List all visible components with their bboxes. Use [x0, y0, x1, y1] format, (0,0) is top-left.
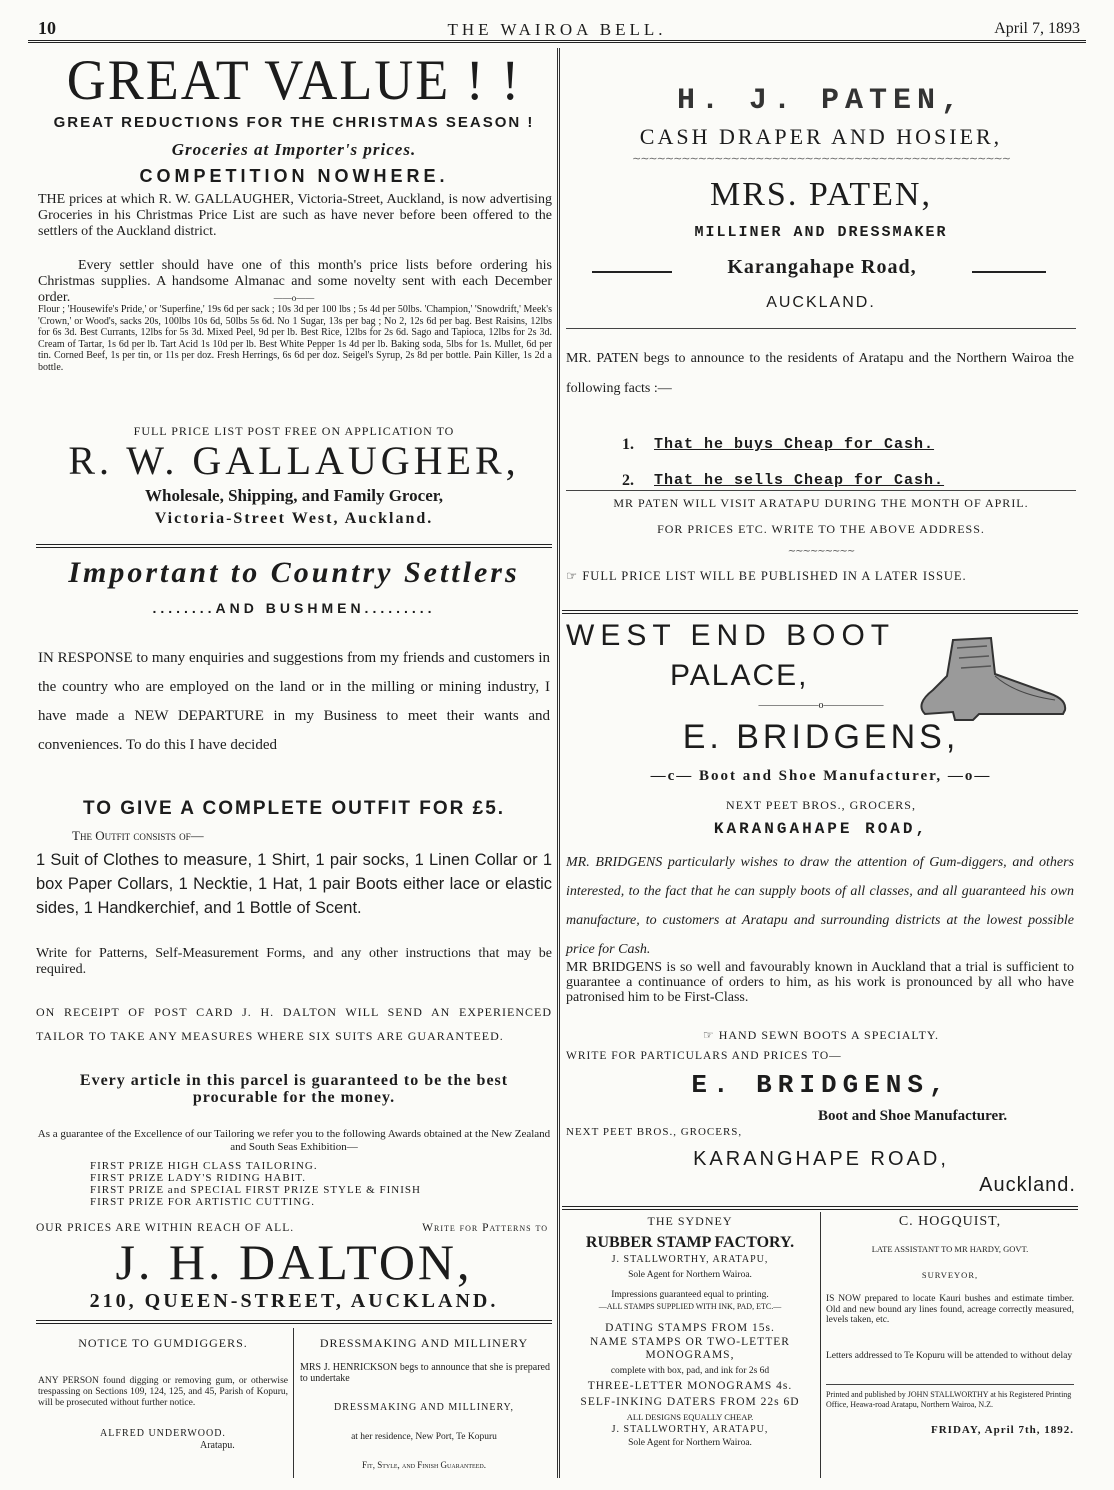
ad-divider — [36, 1320, 552, 1324]
paten-announcement: MR. PATEN begs to announce to the residents of Aratapu and the Northern Wairoa the following facts :— — [566, 351, 1074, 396]
paten-write: FOR PRICES ETC. WRITE TO THE ABOVE ADDRESS. — [657, 522, 985, 536]
grocery-prices: Flour ; 'Housewife's Pride,' or 'Superfine,' 19s 6d per sack ; 10s 3d per 100 lbs ; 5s 4d per 50lbs. 'Champion,' 'Snowdrift,' Meek's 'Crown,' or Wood's, sacks 20s, 100lbs 10s 6d, 50lbs 5s 6d. No 1 Sugar, 13s per bag ; No 2, 12s 6d per bag. Best Raisins, 12lbs for 6s 3d. Best Currants, 12lbs for 5s 3d. Mixed Peel, 9d per lb. Best Rice, 12lbs for 2s 6d. Sago and Tapioca, 12lbs for 2s 3d. Cream of Tartar, 1s 6d per lb. Tart Acid 1s 10d per lb. Best White Pepper 1s 4d per lb. Baking soda, 5lbs for 1s. Mullet, 6d per tin. Corned Beef, 1s per tin, or 11s per doz. Fresh Herrings, 6s 6d per doz. Seigel's Syrup, 2s 8d per bottle. Pain Killer, 1s 2d a bottle. — [38, 304, 552, 373]
bridgens-road-2: KARANGHAPE ROAD, — [693, 1148, 949, 1170]
self-inking: SELF-INKING DATERS FROM 22s 6D — [580, 1396, 800, 1408]
stamp-factory: RUBBER STAMP FACTORY. — [585, 1234, 795, 1251]
paten-full-list: FULL PRICE LIST WILL BE PUBLISHED IN A LATER ISSUE. — [582, 569, 967, 583]
printer-imprint: Printed and published by JOHN STALLWORTHY at his Registered Printing Office, Heawa-road Aratapu, Northern Wairoa, N.Z. — [826, 1390, 1072, 1409]
gumdiggers-title: NOTICE TO GUMDIGGERS. — [78, 1336, 248, 1350]
paten-city: AUCKLAND. — [766, 294, 876, 311]
gumdiggers-place: Aratapu. — [200, 1440, 235, 1451]
country-settlers-headline: Important to Country Settlers — [68, 556, 520, 589]
stamp-owner-2: J. STALLWORTHY, ARATAPU, — [611, 1424, 769, 1435]
page-number: 10 — [38, 18, 56, 38]
stamp-owner: J. STALLWORTHY, ARATAPU, — [611, 1254, 769, 1265]
dash-left — [592, 265, 672, 273]
hogquist-surveyor: SURVEYOR, — [921, 1270, 979, 1280]
bridgens-next-2: NEXT PEET BROS., GROCERS, — [566, 1126, 743, 1138]
separator: ——o—— — [273, 293, 315, 303]
three-letter: THREE-LETTER MONOGRAMS 4s. — [587, 1380, 793, 1392]
complete-outfit: TO GIVE A COMPLETE OUTFIT FOR £5. — [82, 798, 506, 819]
full-price-list: FULL PRICE LIST POST FREE ON APPLICATION TO — [133, 424, 455, 438]
prize-list — [90, 1160, 550, 1208]
rule — [566, 328, 1076, 329]
dating-stamps: DATING STAMPS FROM 15s. — [605, 1322, 775, 1334]
outfit-consists: The Outfit consists of— — [72, 828, 204, 843]
dalton-name: J. H. DALTON, — [115, 1234, 473, 1290]
hogquist-name: C. HOGQUIST, — [898, 1214, 1002, 1229]
west-end-boot: WEST END BOOT — [566, 619, 896, 652]
paten-name: H. J. PATEN, — [676, 84, 966, 118]
bridgens-name: E. BRIDGENS, — [682, 718, 960, 756]
dressmaking-guarantee: Fit, Style, and Finish Guaranteed. — [362, 1460, 486, 1470]
tailor-visit: ON RECEIPT OF POST CARD J. H. DALTON WILL SEND AN EXPERIENCED TAILOR TO TAKE ANY MEASURES WHERE SIX SUITS ARE GUARANTEED. — [36, 1005, 552, 1043]
bridgens-city: Auckland. — [979, 1174, 1076, 1196]
prices-reach-line — [36, 1222, 552, 1234]
bridgens-known: MR BRIDGENS is so well and favourably known in Auckland that a trial is sufficient to guarantee a continuance of orders to him, as his work is pronounced by all who have patronised him to be First-Class. — [566, 960, 1074, 1005]
prize-item: FIRST PRIZE and SPECIAL FIRST PRIZE STYLE & FINISH — [90, 1184, 421, 1196]
rule — [566, 490, 1076, 491]
grocer-description: Wholesale, Shipping, and Family Grocer, — [144, 486, 443, 505]
awards-intro: As a guarantee of the Excellence of our Tailoring we refer you to the following Awards obtained at the New Zealand and South Seas Exhibition— — [37, 1128, 551, 1153]
stamp-supplied: —ALL STAMPS SUPPLIED WITH INK, PAD, ETC.— — [598, 1302, 782, 1311]
bridgens-road: KARANGAHAPE ROAD, — [713, 820, 929, 838]
gumdiggers-signature: ALFRED UNDERWOOD. — [100, 1428, 226, 1439]
prize-item: FIRST PRIZE FOR ARTISTIC CUTTING. — [90, 1196, 315, 1208]
newspaper-title: THE WAIROA BELL. — [447, 20, 667, 39]
paten-visit: MR PATEN WILL VISIT ARATAPU DURING THE MONTH OF APRIL. — [613, 496, 1029, 510]
stamp-complete: complete with box, pad, and ink for 2s 6d — [610, 1366, 770, 1376]
dalton-address: 210, QUEEN-STREET, AUCKLAND. — [89, 1290, 499, 1312]
patterns-note: Write for Patterns, Self-Measurement Forms, and any other instructions that may be required. — [36, 946, 552, 977]
name-stamps: NAME STAMPS OR TWO-LETTER MONOGRAMS, — [590, 1336, 790, 1361]
wavy-divider: ∼∼∼∼∼∼∼∼∼ — [787, 546, 855, 557]
gallaugher-name: R. W. GALLAUGHER, — [68, 438, 520, 483]
palace: PALACE, — [670, 659, 809, 692]
bridgens-next: NEXT PEET BROS., GROCERS, — [726, 798, 916, 812]
guarantee-notice: Every article in this parcel is guaranteed to be the best procurable for the money. — [79, 1072, 509, 1106]
stamp-agent: Sole Agent for Northern Wairoa. — [628, 1270, 752, 1280]
bridgens-trade-2: Boot and Shoe Manufacturer. — [818, 1108, 1008, 1124]
prices-reach: OUR PRICES ARE WITHIN REACH OF ALL. — [36, 1222, 295, 1234]
ad-divider — [562, 1206, 1078, 1210]
dash-right — [972, 265, 1046, 273]
full-price-line — [566, 568, 1076, 584]
bridgens-trade-line: —c— Boot and Shoe Manufacturer, —o— — [650, 768, 992, 784]
stamp-cheap: ALL DESIGNS EQUALLY CHEAP. — [626, 1412, 754, 1422]
small-ad-divider — [820, 1212, 821, 1478]
hogquist-letters: Letters addressed to Te Kopuru will be attended to without delay — [826, 1351, 1073, 1361]
ad-divider — [562, 610, 1078, 614]
importer-tagline: Groceries at Importer's prices. — [171, 140, 417, 159]
bushmen-subhead: ........AND BUSHMEN......... — [152, 600, 436, 616]
gallaugher-para-2: Every settler should have one of this month's price lists before ordering his Christmas supplies. A handsome Almanac and some novelty sent with each December order. — [38, 258, 552, 305]
rule — [826, 1384, 1074, 1385]
paten-trade: CASH DRAPER AND HOSIER, — [639, 124, 1003, 149]
hand-sewn: HAND SEWN BOOTS A SPECIALTY. — [718, 1028, 940, 1042]
masthead — [28, 14, 1086, 43]
dressmaking-line-2: DRESSMAKING AND MILLINERY, — [334, 1402, 514, 1413]
great-value-headline: GREAT VALUE ! ! — [66, 48, 522, 112]
issue-date: April 7, 1893 — [994, 20, 1080, 37]
fact-buys-cheap: That he buys Cheap for Cash. — [654, 436, 935, 453]
dalton-para-1: IN RESPONSE to many enquiries and suggestions from my friends and customers in the country who are employed on the land or in the milling or mining industry, I have made a NEW DEPARTURE in my Business to meet their wants and conveniences. To do this I have decided — [38, 650, 550, 753]
bridgens-name-2: E. BRIDGENS, — [691, 1070, 951, 1100]
column-divider — [557, 48, 560, 1478]
publication-date: FRIDAY, April 7th, 1892. — [931, 1424, 1074, 1436]
stamp-impressions: Impressions guaranteed equal to printing. — [611, 1290, 769, 1300]
karangahape-road: Karangahape Road, — [727, 256, 917, 278]
sydney: THE SYDNEY — [647, 1214, 733, 1228]
gumdiggers-body: ANY PERSON found digging or removing gum, or otherwise trespassing on Sections 109, 124, 125, and 45, Parish of Kopuru, will be prosecuted without further notice. — [38, 1376, 288, 1408]
stamp-agent-2: Sole Agent for Northern Wairoa. — [628, 1438, 752, 1448]
ad-divider — [36, 544, 552, 548]
reductions-subhead: GREAT REDUCTIONS FOR THE CHRISTMAS SEASON ! — [53, 114, 535, 131]
prize-item: FIRST PRIZE HIGH CLASS TAILORING. — [90, 1160, 318, 1172]
fact-sells-cheap: That he sells Cheap for Cash. — [654, 472, 945, 489]
mrs-paten: MRS. PATEN, — [710, 176, 932, 213]
wavy-divider: ∼∼∼∼∼∼∼∼∼∼∼∼∼∼∼∼∼∼∼∼∼∼∼∼∼∼∼∼∼∼∼∼∼∼∼∼∼∼∼∼∼∼∼∼∼∼ — [632, 153, 1010, 165]
bridgens-write: WRITE FOR PARTICULARS AND PRICES TO— — [566, 1050, 842, 1062]
hand-sewn-line — [562, 1028, 1080, 1043]
prize-item: FIRST PRIZE LADY'S RIDING HABIT. — [90, 1172, 306, 1184]
small-ad-divider — [293, 1328, 294, 1478]
dressmaking-body: MRS J. HENRICKSON begs to announce that she is prepared to undertake — [300, 1362, 550, 1384]
competition-nowhere: COMPETITION NOWHERE. — [139, 166, 449, 186]
bridgens-trade: Boot and Shoe Manufacturer, — [698, 768, 943, 784]
hogquist-body: IS NOW prepared to locate Kauri bushes and estimate timber. Old and new bound ary lines found, acreage correctly measured, levels taken, etc. — [826, 1294, 1074, 1325]
separator: ——————o—————— — [758, 700, 884, 711]
write-patterns: Write for Patterns to — [422, 1222, 548, 1234]
pointing-hand-icon: ☞ — [702, 1028, 719, 1042]
fact-number: 2. — [622, 472, 634, 489]
milliner-dressmaker: MILLINER AND DRESSMAKER — [694, 224, 948, 241]
gallaugher-para-1: THE prices at which R. W. GALLAUGHER, Victoria-Street, Auckland, is now advertising Groceries in his Christmas Price List are such as have never before been offered to the settlers of the Auckland district. — [38, 192, 552, 239]
outfit-items: 1 Suit of Clothes to measure, 1 Shirt, 1 pair socks, 1 Linen Collar or 1 box Paper Collars, 1 Necktie, 1 Hat, 1 pair Boots either lace or elastic sides, 1 Handkerchief, and 1 Bottle of Scent. — [36, 851, 552, 917]
dressmaking-location: at her residence, New Port, Te Kopuru — [351, 1432, 497, 1442]
hogquist-late: LATE ASSISTANT TO MR HARDY, GOVT. — [871, 1244, 1029, 1254]
gallaugher-address: Victoria-Street West, Auckland. — [154, 510, 434, 527]
bridgens-italic: MR. BRIDGENS particularly wishes to draw the attention of Gum-diggers, and others interested, to the fact that he can supply boots of all classes, and all guaranteed his own manufacture, to customers at Aratapu and surrounding districts at the lowest possible price for Cash. — [566, 855, 1074, 957]
fact-number: 1. — [622, 436, 634, 453]
pointing-hand-icon: ☞ — [566, 569, 579, 583]
dressmaking-title: DRESSMAKING AND MILLINERY — [319, 1336, 529, 1350]
